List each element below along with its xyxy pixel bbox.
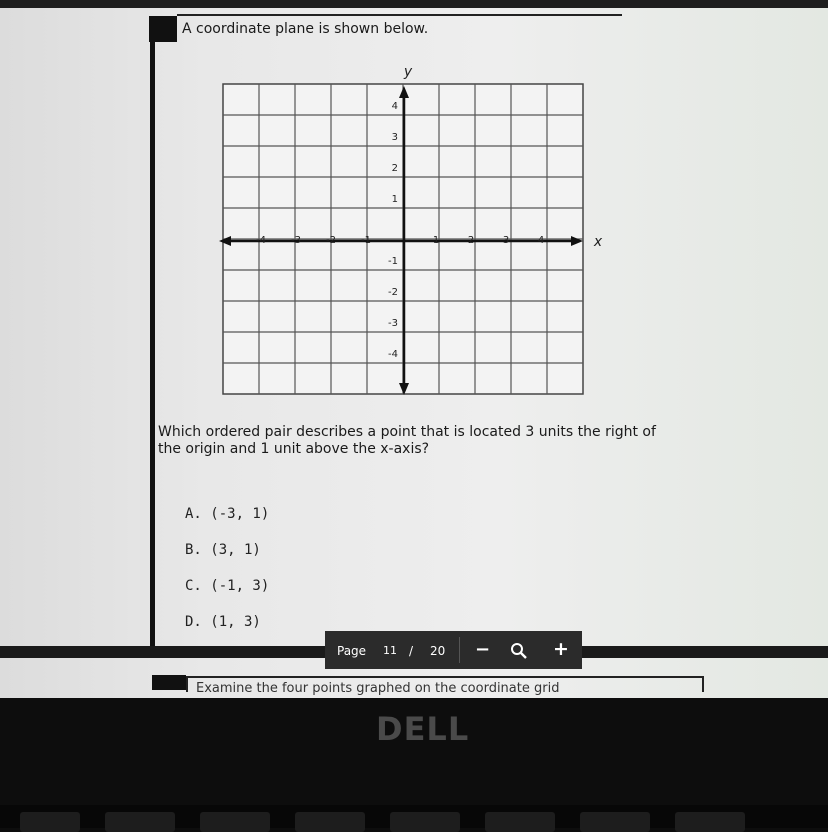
keyboard-key	[485, 812, 555, 832]
y-axis-label: y	[403, 64, 413, 80]
current-page[interactable]: 11	[383, 644, 397, 657]
top-bezel	[0, 0, 828, 8]
x-tick-label: 2	[467, 235, 475, 246]
keyboard-key	[200, 812, 270, 832]
answer-choices	[185, 506, 269, 650]
x-axis-label: x	[593, 234, 603, 250]
coordinate-plane-svg	[205, 64, 625, 404]
y-tick-label: -3	[388, 318, 398, 329]
x-tick-label: 3	[502, 235, 510, 246]
y-tick-label: 2	[391, 163, 398, 174]
y-tick-label: -4	[388, 349, 398, 360]
question-top-rule	[177, 14, 622, 16]
question-left-rule	[150, 42, 155, 652]
coordinate-plane	[205, 64, 625, 404]
question-marker	[149, 16, 177, 42]
choice-c[interactable]: C. (-1, 3)	[185, 578, 270, 594]
y-tick-label: 3	[391, 132, 398, 143]
keyboard-key	[105, 812, 175, 832]
x-tick-label: -3	[291, 235, 301, 246]
question-text: Which ordered pair describes a point that is located 3 units the right of the origin and 1 unit above the x-axis?	[158, 424, 656, 457]
choice-a[interactable]: A. (-3, 1)	[185, 506, 270, 522]
y-tick-label: 1	[391, 194, 398, 205]
zoom-in-button[interactable]: +	[553, 638, 569, 660]
keyboard-key	[390, 812, 460, 832]
next-question-marker	[152, 675, 186, 690]
x-tick-label: -4	[256, 235, 266, 246]
y-tick-label: -2	[388, 287, 398, 298]
keyboard-key	[20, 812, 80, 832]
total-pages: 20	[430, 644, 446, 658]
question-header: A coordinate plane is shown below.	[182, 21, 429, 37]
choice-b[interactable]: B. (3, 1)	[185, 542, 261, 558]
zoom-out-button[interactable]: −	[475, 639, 491, 660]
x-tick-label: -1	[361, 235, 371, 246]
next-question-text: Examine the four points graphed on the coordinate grid	[196, 681, 560, 696]
x-tick-label: 1	[432, 235, 440, 246]
x-tick-label: 4	[537, 235, 545, 246]
choice-d[interactable]: D. (1, 3)	[185, 614, 261, 630]
y-tick-label: 4	[391, 101, 398, 112]
assessment-page	[0, 8, 828, 698]
page-toolbar	[325, 631, 582, 669]
y-tick-label: -1	[388, 256, 398, 267]
x-tick-label: -2	[326, 235, 336, 246]
dell-logo: DELL	[376, 710, 470, 748]
keyboard-key	[580, 812, 650, 832]
magnifier-icon[interactable]	[510, 642, 528, 663]
toolbar-divider	[459, 637, 460, 663]
page-separator: /	[409, 644, 414, 658]
keyboard-key	[295, 812, 365, 832]
keyboard-key	[675, 812, 745, 832]
page-label: Page	[337, 644, 367, 658]
